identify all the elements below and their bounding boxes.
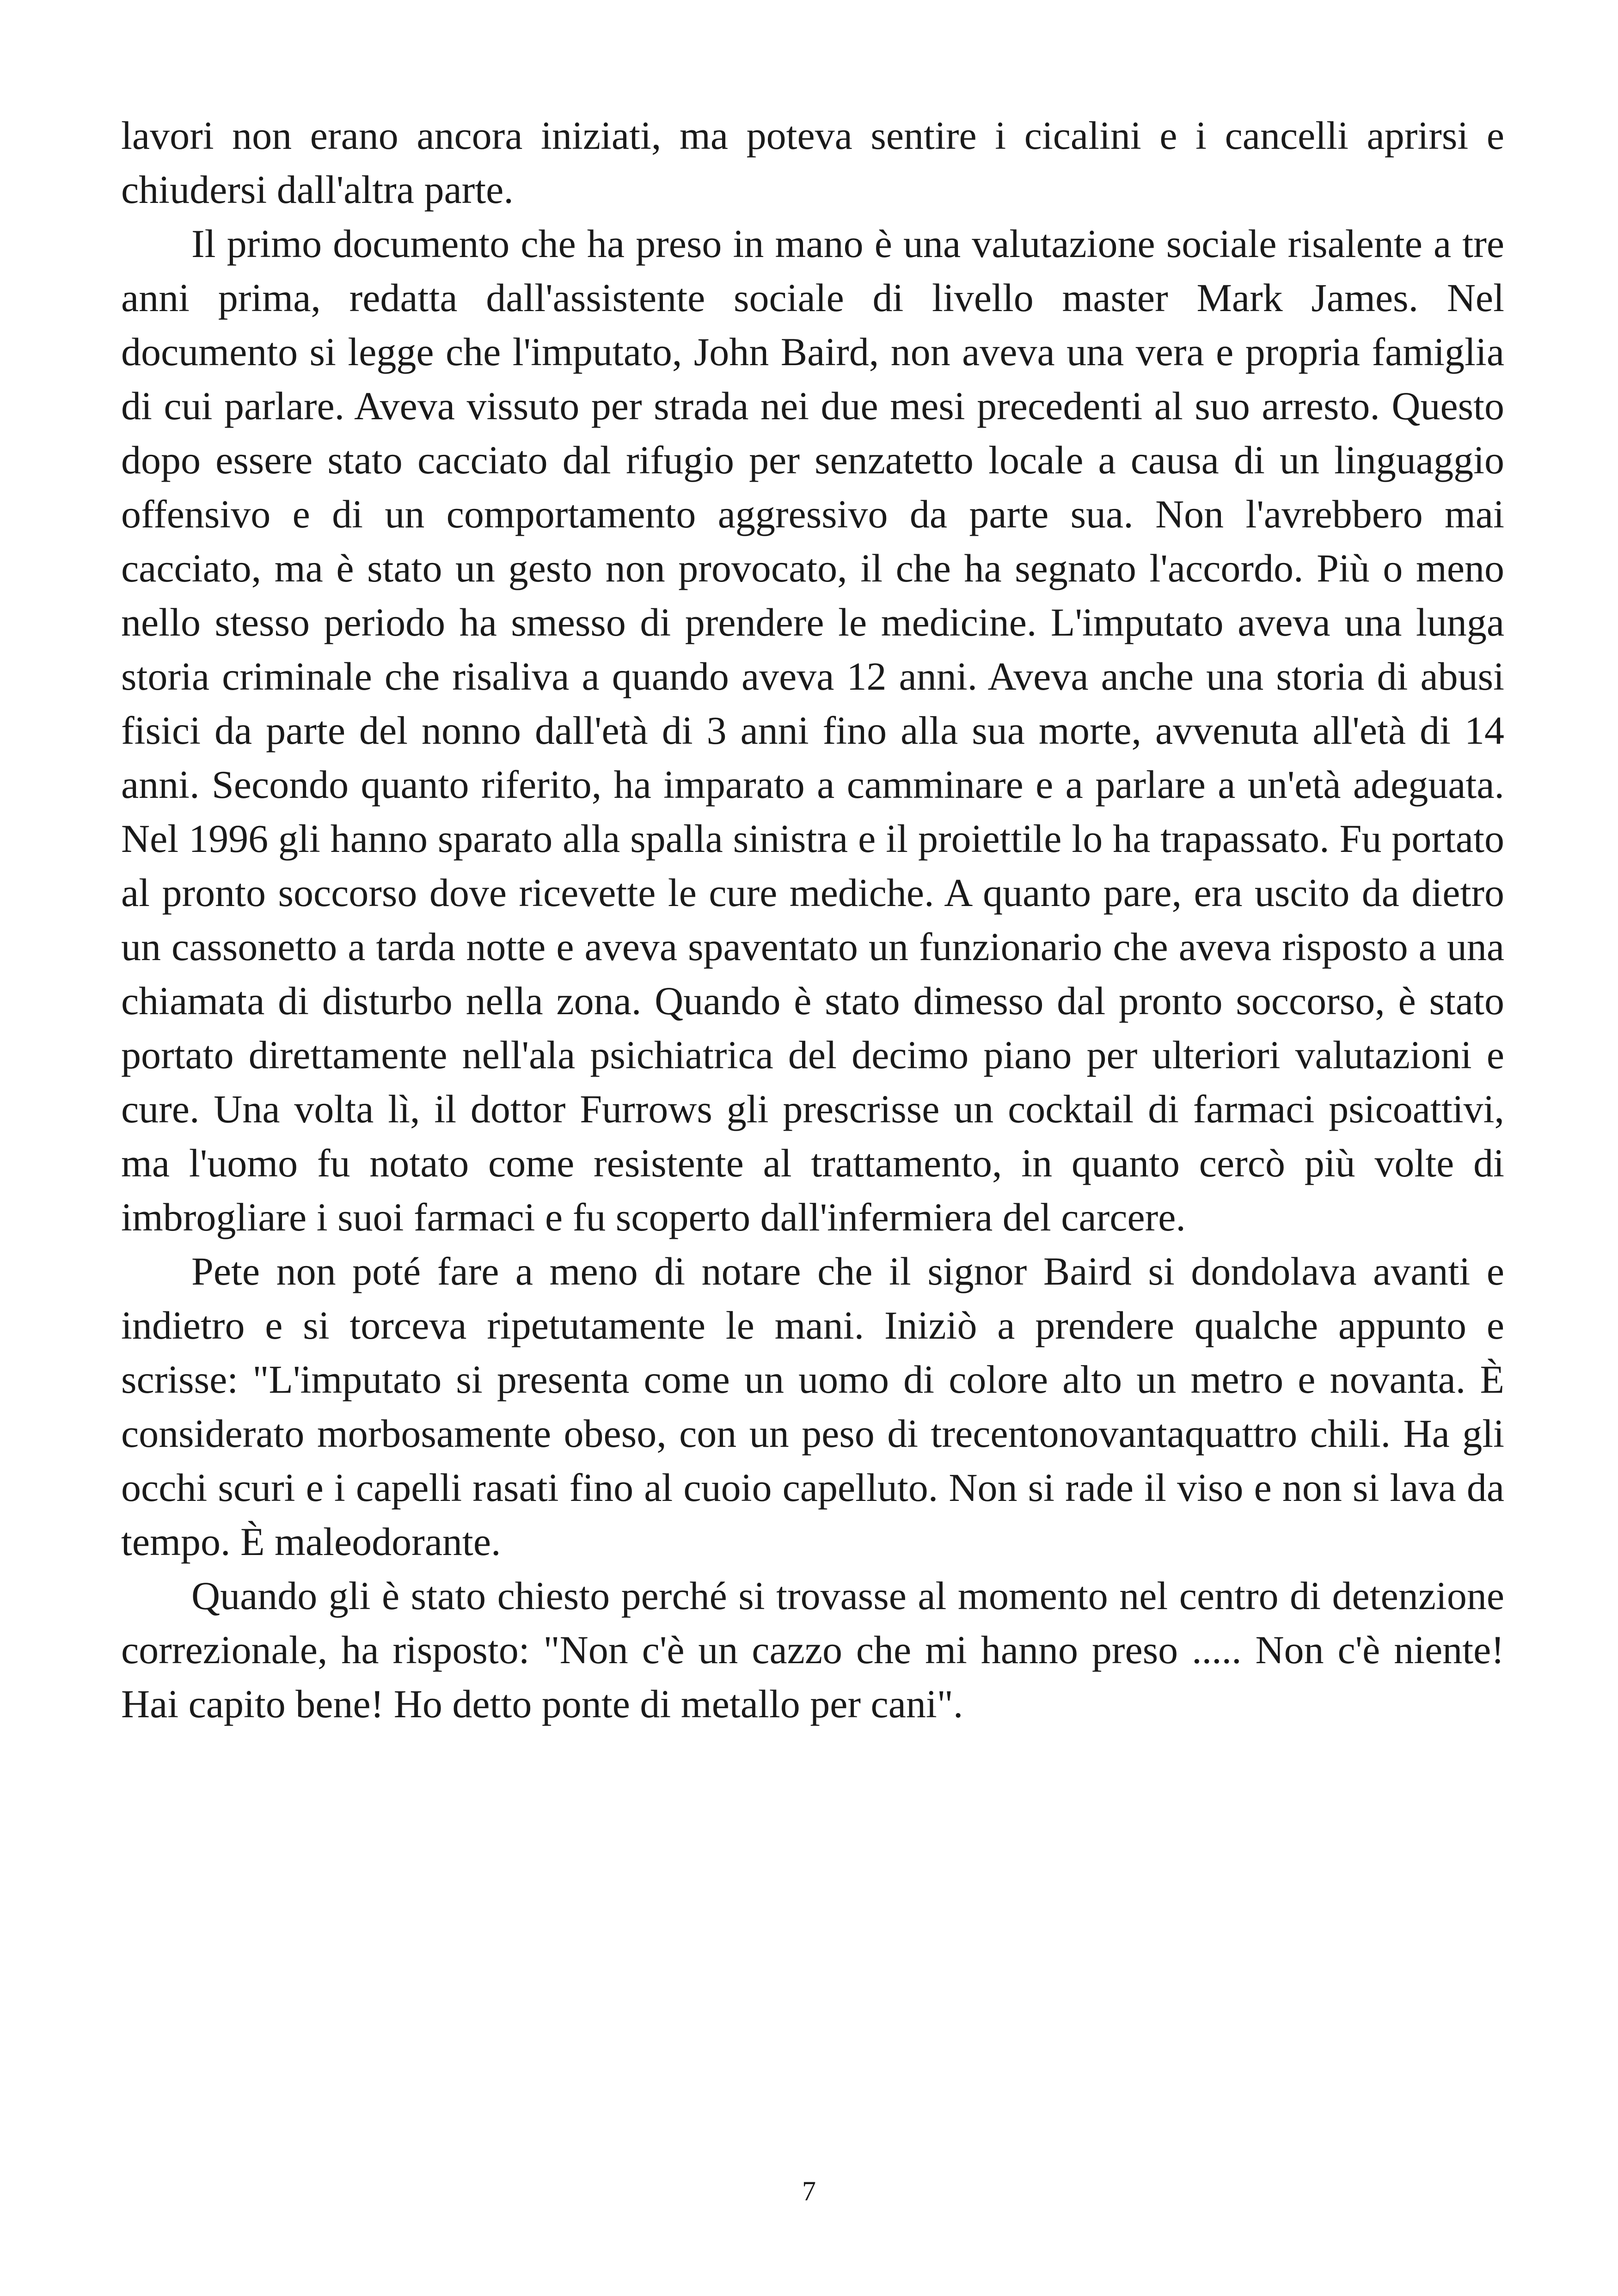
paragraph-continuation: lavori non erano ancora iniziati, ma poteva sentire i cicalini e i cancelli aprirsi e chiudersi dall'altra parte. <box>121 113 1504 212</box>
paragraph-pete-notes: Pete non poté fare a meno di notare che il signor Baird si dondolava avanti e indietro e si torceva ripetutamente le mani. Iniziò a prendere qualche appunto e scrisse: "L'imputato si presenta come un uomo di colore alto un metro e novanta. È considerato morbosamente obeso, con un peso di trecentonovantaquattro chili. Ha gli occhi scuri e i capelli rasati fino al cuoio capelluto. Non si rade il viso e non si lava da tempo. È maleodorante. <box>121 1249 1504 1564</box>
page-number: 7 <box>802 2176 816 2206</box>
page-body <box>121 109 1504 1731</box>
paragraph-social-evaluation: Il primo documento che ha preso in mano è una valutazione sociale risalente a tre anni prima, redatta dall'assistente sociale di livello master Mark James. Nel documento si legge che l'imputato, John Baird, non aveva una vera e propria famiglia di cui parlare. Aveva vissuto per strada nei due mesi precedenti al suo arresto. Questo dopo essere stato cacciato dal rifugio per senzatetto locale a causa di un linguaggio offensivo e di un comportamento aggressivo da parte sua. Non l'avrebbero mai cacciato, ma è stato un gesto non provocato, il che ha segnato l'accordo. Più o meno nello stesso periodo ha smesso di prendere le medicine. L'imputato aveva una lunga storia criminale che risaliva a quando aveva 12 anni. Aveva anche una storia di abusi fisici da parte del nonno dall'età di 3 anni fino alla sua morte, avvenuta all'età di 14 anni. Secondo quanto riferito, ha imparato a camminare e a parlare a un'età adeguata. Nel 1996 gli hanno sparato alla spalla sinistra e il proiettile lo ha trapassato. Fu portato al pronto soccorso dove ricevette le cure mediche. A quanto pare, era uscito da dietro un cassonetto a tarda notte e aveva spaventato un funzionario che aveva risposto a una chiamata di disturbo nella zona. Quando è stato dimesso dal pronto soccorso, è stato portato direttamente nell'ala psichiatrica del decimo piano per ulteriori valutazioni e cure. Una volta lì, il dottor Furrows gli prescrisse un cocktail di farmaci psicoattivi, ma l'uomo fu notato come resistente al trattamento, in quanto cercò più volte di imbrogliare i suoi farmaci e fu scoperto dall'infermiera del carcere. <box>121 221 1504 1239</box>
paragraph-detention-answer: Quando gli è stato chiesto perché si trovasse al momento nel centro di detenzione correzionale, ha risposto: "Non c'è un cazzo che mi hanno preso ..... Non c'è niente! Hai capito bene! Ho detto ponte di metallo per cani". <box>121 1574 1504 1726</box>
